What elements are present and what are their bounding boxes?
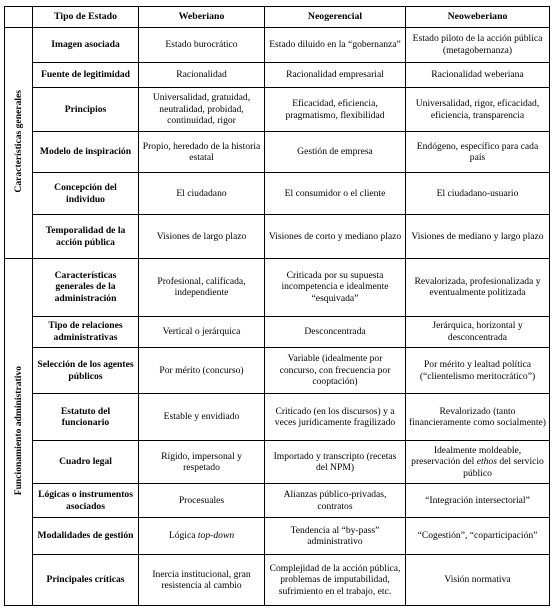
group-label-funcionamiento xyxy=(5,258,33,605)
cell-neoweberiano: Visión normativa xyxy=(406,555,550,606)
row-label: Principales críticas xyxy=(33,555,139,606)
row-label: Características generales de la administración xyxy=(33,258,139,316)
row-label: Temporalidad de la acción pública xyxy=(33,215,139,259)
cell-neogerencial: Visiones de corto y mediano plazo xyxy=(265,215,406,259)
row-label: Tipo de relaciones administrativas xyxy=(33,316,139,347)
cell-neogerencial: Complejidad de la acción pública, problemas de imputabilidad, sufrimiento en el trabajo, etc. xyxy=(265,555,406,606)
cell-neogerencial: Desconcentrada xyxy=(265,316,406,347)
cell-weberiano: Visiones de largo plazo xyxy=(139,215,265,259)
header-tipo-de-estado: Tipo de Estado xyxy=(33,7,139,28)
row-label: Fuente de legitimidad xyxy=(33,62,139,87)
cell-neogerencial: Variable (idealmente por concurso, con frecuencia por cooptación) xyxy=(265,347,406,394)
cell-neoweberiano: Endógeno, específico para cada país xyxy=(406,132,550,172)
table-row xyxy=(5,316,550,347)
table-row xyxy=(5,484,550,517)
table-row xyxy=(5,215,550,259)
row-label: Modalidades de gestión xyxy=(33,517,139,554)
cell-neoweberiano: Revalorizado (tanto financieramente como socialmente) xyxy=(406,394,550,441)
cell-neogerencial: Criticado (en los discursos) y a veces jurídicamente fragilizado xyxy=(265,394,406,441)
cell-neogerencial: Eficacidad, eficiencia, pragmatismo, flexibilidad xyxy=(265,87,406,132)
table-row xyxy=(5,62,550,87)
cell-neogerencial: Importado y transcripto (recetas del NPM) xyxy=(265,440,406,484)
group-label-text: Características generales xyxy=(12,90,24,193)
cell-neogerencial: Criticada por su supuesta incompetencia e idealmente “esquivada” xyxy=(265,258,406,316)
table-row xyxy=(5,347,550,394)
row-label: Cuadro legal xyxy=(33,440,139,484)
cell-weberiano: Lógica top-down xyxy=(139,517,265,554)
header-neoweberiano: Neoweberiano xyxy=(406,7,550,28)
cell-weberiano: Estado burocrático xyxy=(139,28,265,62)
cell-weberiano: El ciudadano xyxy=(139,172,265,214)
row-label: Lógicas o instrumentos asociados xyxy=(33,484,139,517)
cell-neoweberiano: Jerárquica, horizontal y desconcentrada xyxy=(406,316,550,347)
row-label: Estatuto del funcionario xyxy=(33,394,139,441)
header-row xyxy=(5,7,550,28)
cell-neogerencial: Racionalidad empresarial xyxy=(265,62,406,87)
table-row xyxy=(5,87,550,132)
cell-weberiano: Profesional, calificada, independiente xyxy=(139,258,265,316)
cell-weberiano: Universalidad, gratuidad, neutralidad, probidad, continuidad, rigor xyxy=(139,87,265,132)
cell-neoweberiano: “Cogestión”, “coparticipación” xyxy=(406,517,550,554)
cell-neogerencial: Estado diluido en la “gobernanza” xyxy=(265,28,406,62)
table-row xyxy=(5,394,550,441)
cell-neogerencial: Tendencia al “by-pass” administrativo xyxy=(265,517,406,554)
cell-weberiano: Rígido, impersonal y respetado xyxy=(139,440,265,484)
row-label: Modelo de inspiración xyxy=(33,132,139,172)
state-types-table xyxy=(4,6,550,606)
cell-neoweberiano: Estado piloto de la acción pública (metagobernanza) xyxy=(406,28,550,62)
cell-weberiano: Inercia institucional, gran resistencia al cambio xyxy=(139,555,265,606)
cell-neoweberiano: Por mérito y lealtad política (“clientelismo meritocrático”) xyxy=(406,347,550,394)
row-label: Principios xyxy=(33,87,139,132)
table-row xyxy=(5,517,550,554)
cell-weberiano: Vertical o jerárquica xyxy=(139,316,265,347)
table-row xyxy=(5,258,550,316)
cell-neogerencial: Gestión de empresa xyxy=(265,132,406,172)
cell-neoweberiano: Racionalidad weberiana xyxy=(406,62,550,87)
header-neogerencial: Neogerencial xyxy=(265,7,406,28)
cell-neogerencial: El consumidor o el cliente xyxy=(265,172,406,214)
cell-neoweberiano: El ciudadano-usuario xyxy=(406,172,550,214)
cell-neoweberiano: “Integración intersectorial” xyxy=(406,484,550,517)
cell-neoweberiano: Visiones de mediano y largo plazo xyxy=(406,215,550,259)
cell-neoweberiano: Universalidad, rigor, eficacidad, eficiencia, transparencia xyxy=(406,87,550,132)
cell-weberiano: Estable y envidiado xyxy=(139,394,265,441)
corner-cell xyxy=(5,7,33,28)
table-row xyxy=(5,172,550,214)
cell-neogerencial: Alianzas público-privadas, contratos xyxy=(265,484,406,517)
cell-neoweberiano: Revalorizada, profesionalizada y eventualmente politizada xyxy=(406,258,550,316)
table-row xyxy=(5,132,550,172)
table-row xyxy=(5,555,550,606)
row-label: Concepción del individuo xyxy=(33,172,139,214)
cell-weberiano: Por mérito (concurso) xyxy=(139,347,265,394)
header-weberiano: Weberiano xyxy=(139,7,265,28)
row-label: Imagen asociada xyxy=(33,28,139,62)
group-label-caracteristicas xyxy=(5,28,33,259)
cell-weberiano: Procesuales xyxy=(139,484,265,517)
table-row xyxy=(5,440,550,484)
table-row xyxy=(5,28,550,62)
cell-weberiano: Racionalidad xyxy=(139,62,265,87)
row-label: Selección de los agentes públicos xyxy=(33,347,139,394)
cell-weberiano: Propio, heredado de la historia estatal xyxy=(139,132,265,172)
cell-neoweberiano: Idealmente moldeable, preservación del ethos del servicio público xyxy=(406,440,550,484)
group-label-text: Funcionamiento administrativo xyxy=(12,365,24,495)
